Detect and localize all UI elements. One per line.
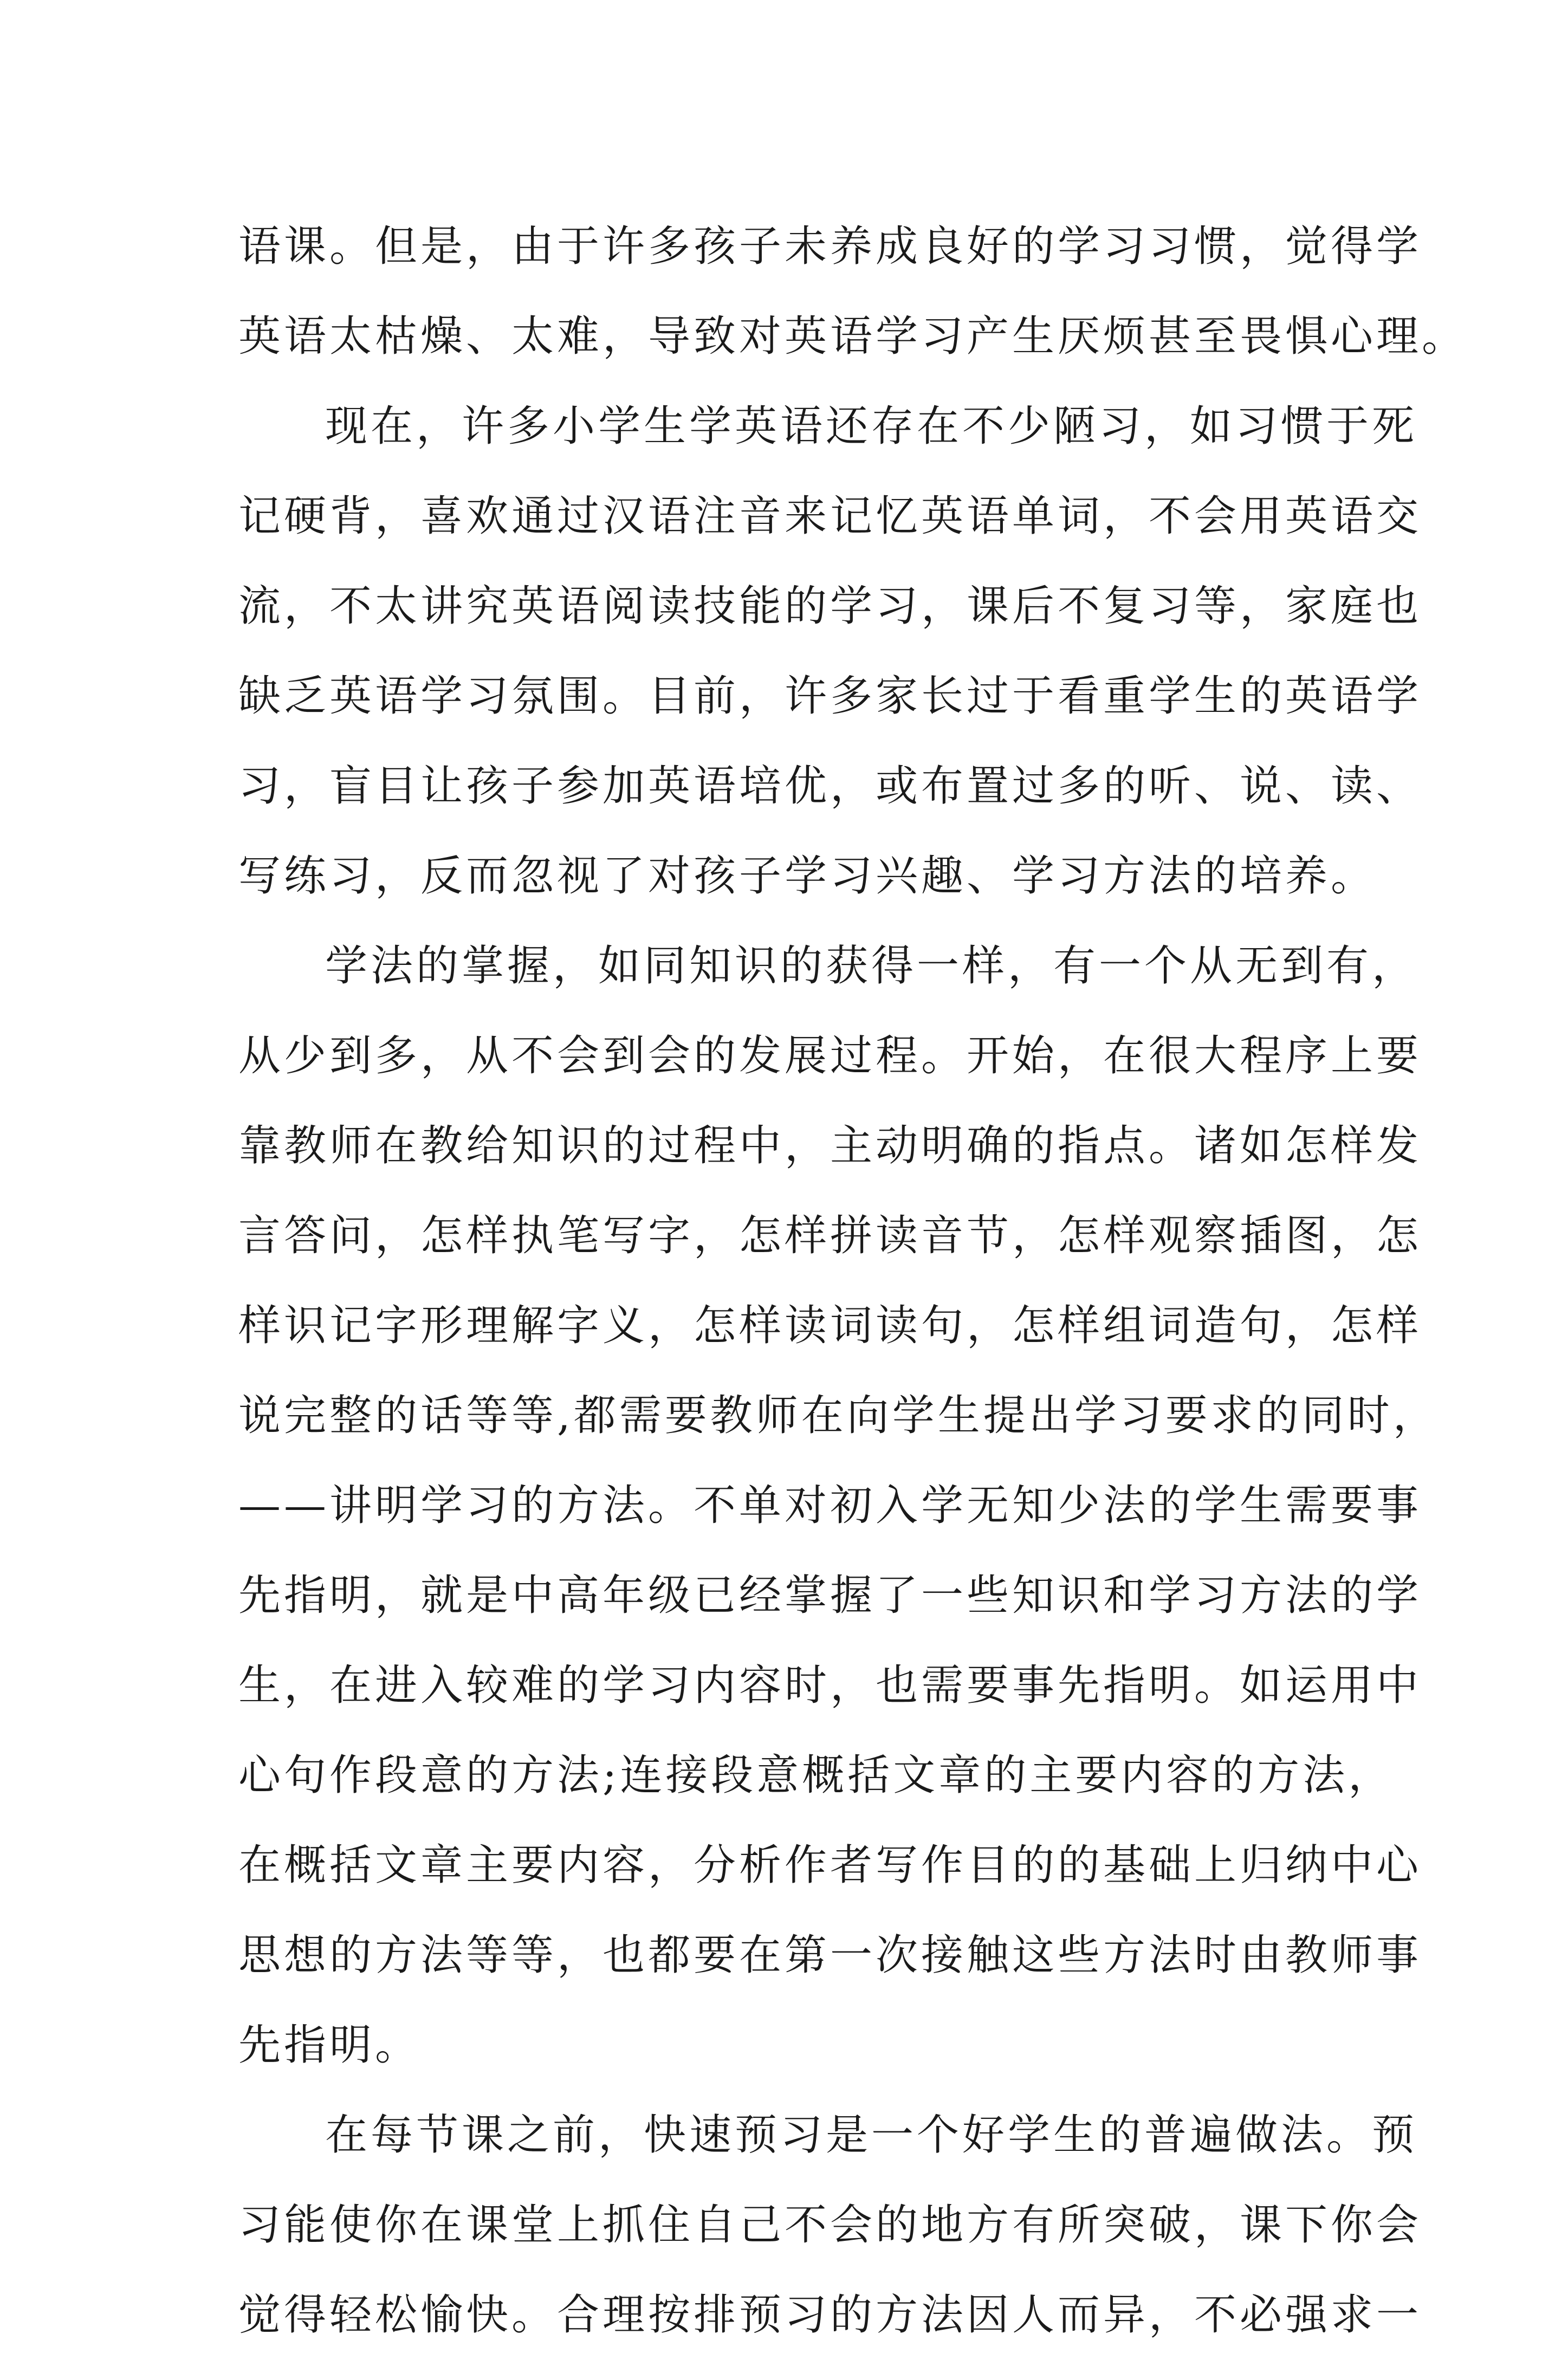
paragraph xyxy=(238,921,1439,2090)
text-line: 缺乏英语学习氛围。目前，许多家长过于看重学生的英语学 xyxy=(238,672,1422,721)
text-line: 从少到多，从不会到会的发展过程。开始，在很大程序上要 xyxy=(238,1032,1422,1080)
text-line: ——讲明学习的方法。不单对初入学无知少法的学生需要事 xyxy=(238,1481,1422,1530)
text-line: 习能使你在课堂上抓住自己不会的地方有所突破，课下你会 xyxy=(238,2201,1422,2249)
text-line: 思想的方法等等，也都要在第一次接触这些方法时由教师事 xyxy=(238,1931,1422,1980)
text-line: 心句作段意的方法;连接段意概括文章的主要内容的方法， xyxy=(238,1751,1394,1800)
document-body xyxy=(238,202,1468,2360)
text-line: 先指明。 xyxy=(238,2021,421,2070)
text-line: 现在，许多小学生学英语还存在不少陋习，如习惯于死 xyxy=(325,402,1418,451)
text-line: 学法的掌握，如同知识的获得一样，有一个从无到有， xyxy=(325,942,1418,990)
text-line: 生，在进入较难的学习内容时，也需要事先指明。如运用中 xyxy=(238,1661,1422,1710)
text-line: 在每节课之前，快速预习是一个好学生的普遍做法。预 xyxy=(325,2111,1418,2160)
paragraph xyxy=(238,202,1468,381)
paragraph xyxy=(238,381,1422,921)
text-line: 记硬背，喜欢通过汉语注音来记忆英语单词，不会用英语交 xyxy=(238,492,1422,541)
text-line: 在概括文章主要内容，分析作者写作目的的基础上归纳中心 xyxy=(238,1841,1422,1890)
text-line: 说完整的话等等,都需要教师在向学生提出学习要求的同时， xyxy=(238,1391,1439,1440)
paragraph xyxy=(238,2090,1422,2360)
text-line: 先指明，就是中高年级已经掌握了一些知识和学习方法的学 xyxy=(238,1571,1422,1620)
text-line: 习，盲目让孩子参加英语培优，或布置过多的听、说、读、 xyxy=(238,762,1422,811)
text-line: 样识记字形理解字义，怎样读词读句，怎样组词造句，怎样 xyxy=(238,1301,1422,1350)
text-line: 言答问，怎样执笔写字，怎样拼读音节，怎样观察插图，怎 xyxy=(238,1211,1422,1260)
text-line: 写练习，反而忽视了对孩子学习兴趣、学习方法的培养。 xyxy=(238,852,1377,900)
text-line: 觉得轻松愉快。合理按排预习的方法因人而异，不必强求一 xyxy=(238,2291,1422,2339)
text-line: 语课。但是，由于许多孩子未养成良好的学习习惯，觉得学 xyxy=(238,222,1422,271)
text-line: 靠教师在教给知识的过程中，主动明确的指点。诸如怎样发 xyxy=(238,1121,1422,1170)
text-line: 英语太枯燥、太难，导致对英语学习产生厌烦甚至畏惧心理。 xyxy=(238,312,1468,361)
text-line: 流，不太讲究英语阅读技能的学习，课后不复习等，家庭也 xyxy=(238,582,1422,631)
